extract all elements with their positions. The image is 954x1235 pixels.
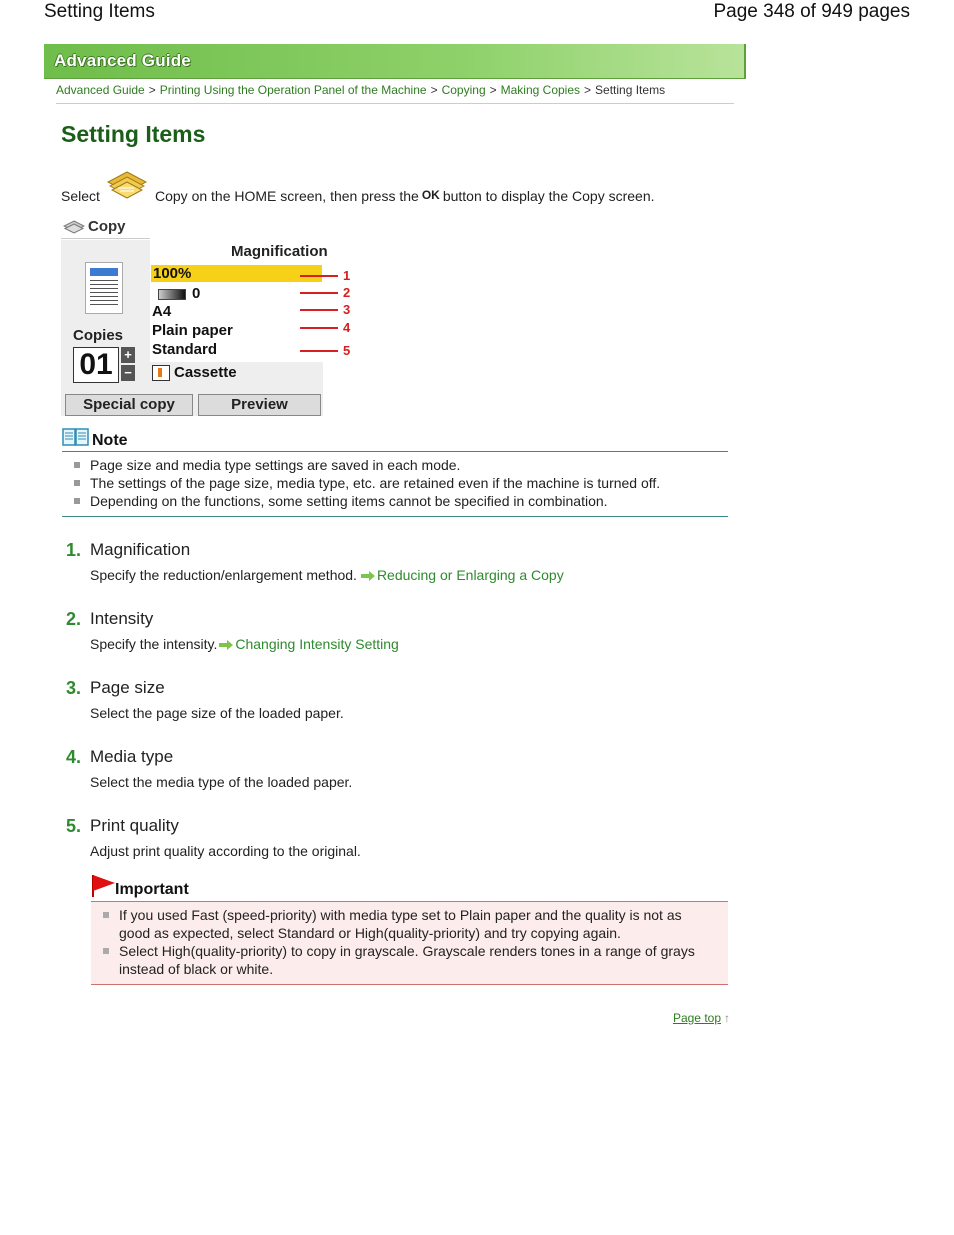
link-reducing-enlarging[interactable]: Reducing or Enlarging a Copy [376,567,564,583]
note-item: The settings of the page size, media type, etc. are retained even if the machine is turned off. [62,474,728,492]
page-header-title: Setting Items [44,1,155,22]
lcd-row-print-quality: Standard [152,341,218,358]
cassette-icon [152,365,170,381]
important-list [91,902,728,985]
item-heading: Print quality [90,816,179,835]
note-title: Note [92,432,128,449]
callout-number-2: 2 [343,285,351,300]
item-description-text: Specify the reduction/enlargement method. [90,567,357,583]
lcd-row-page-size: A4 [152,303,172,320]
ok-button-label: OK [421,188,440,202]
callout-number-4: 4 [343,320,351,335]
item-number: 2. [66,609,82,629]
breadcrumb-link-copying[interactable]: Copying [441,83,486,97]
important-item: Select High(quality-priority) to copy in grayscale. Grayscale renders tones in a range of grays instead of black or white. [91,942,728,978]
page-top-label: Page top [672,1011,721,1025]
link-changing-intensity[interactable]: Changing Intensity Setting [235,636,399,652]
breadcrumb-current: Setting Items [595,83,666,97]
copy-screen-illustration [61,216,361,420]
advanced-guide-banner [44,44,746,79]
callout-number-5: 5 [343,343,351,358]
note-item: Page size and media type settings are saved in each mode. [62,456,728,474]
breadcrumb-link-operation-panel[interactable]: Printing Using the Operation Panel of the Machine [159,83,427,97]
item-heading: Media type [90,747,174,766]
breadcrumb-separator: > [489,83,497,97]
item-description [90,636,399,652]
document-preview-icon [85,262,123,314]
item-heading: Magnification [90,540,191,559]
callout-line-5 [300,350,338,352]
breadcrumb-separator: > [430,83,438,97]
copy-icon [104,166,150,206]
note-box [62,427,728,517]
plus-icon: + [121,347,135,363]
intro-text-b: button to display the Copy screen. [442,188,655,204]
lcd-row-magnification: 100% [151,265,322,282]
note-item: Depending on the functions, some setting items cannot be specified in combination. [62,492,728,510]
item-heading: Intensity [90,609,154,628]
callout-line-4 [300,327,338,329]
intensity-gradient-icon [158,289,186,300]
breadcrumb-separator: > [584,83,592,97]
important-header [91,873,728,902]
lcd-copy-header [63,218,126,235]
lcd-magnification-label: Magnification [231,243,328,260]
page-title: Setting Items [61,121,206,147]
item-description [90,567,564,583]
lcd-copies-label: Copies [73,327,124,344]
copy-small-icon [63,220,85,234]
item-description-text: Specify the intensity. [90,636,218,652]
minus-icon: − [121,365,135,381]
page-top-link[interactable] [673,1011,730,1025]
item-number: 5. [66,816,82,836]
breadcrumb-link-advanced-guide[interactable]: Advanced Guide [56,83,145,97]
lcd-paper-source [152,364,237,381]
note-header [62,427,728,452]
link-arrow-icon [219,640,233,650]
red-flag-icon [91,873,117,897]
up-arrow-icon: ↑ [724,1011,730,1025]
intro-select-text: Select [61,188,100,204]
intro-paragraph [61,166,741,206]
item-description: Adjust print quality according to the original. [90,843,361,859]
item-description: Select the page size of the loaded paper. [90,705,344,721]
lcd-copies-stepper [121,347,135,381]
item-description: Select the media type of the loaded paper. [90,774,353,790]
breadcrumb-separator: > [148,83,156,97]
item-number: 1. [66,540,82,560]
callout-number-3: 3 [343,302,351,317]
item-number: 3. [66,678,82,698]
callout-number-1: 1 [343,268,351,283]
note-list [62,452,728,517]
lcd-row-intensity [152,285,200,302]
item-heading: Page size [90,678,165,697]
important-item: If you used Fast (speed-priority) with media type set to Plain paper and the quality is not as good as expected, select Standard or High(quality-priority) and try copying again. [91,906,728,942]
link-arrow-icon [361,571,375,581]
callout-line-2 [300,292,338,294]
lcd-cassette-label: Cassette [174,364,237,381]
intro-text-a: Copy on the HOME screen, then press the [155,188,419,204]
callout-line-1 [300,275,338,277]
callout-line-3 [300,309,338,311]
lcd-row-media-type: Plain paper [152,322,233,339]
banner-label: Advanced Guide [54,51,191,70]
lcd-special-copy-button: Special copy [65,394,193,416]
breadcrumb [56,83,734,104]
important-title: Important [115,881,189,898]
item-number: 4. [66,747,82,767]
lcd-copies-value: 01 [73,347,119,383]
page-header-count: Page 348 of 949 pages [713,1,910,22]
intro-instruction-text [155,188,655,204]
important-box [91,873,728,985]
book-icon [62,427,89,447]
lcd-intensity-value: 0 [192,285,201,302]
lcd-copy-title: Copy [88,218,126,235]
lcd-preview-button: Preview [198,394,321,416]
breadcrumb-link-making-copies[interactable]: Making Copies [500,83,581,97]
